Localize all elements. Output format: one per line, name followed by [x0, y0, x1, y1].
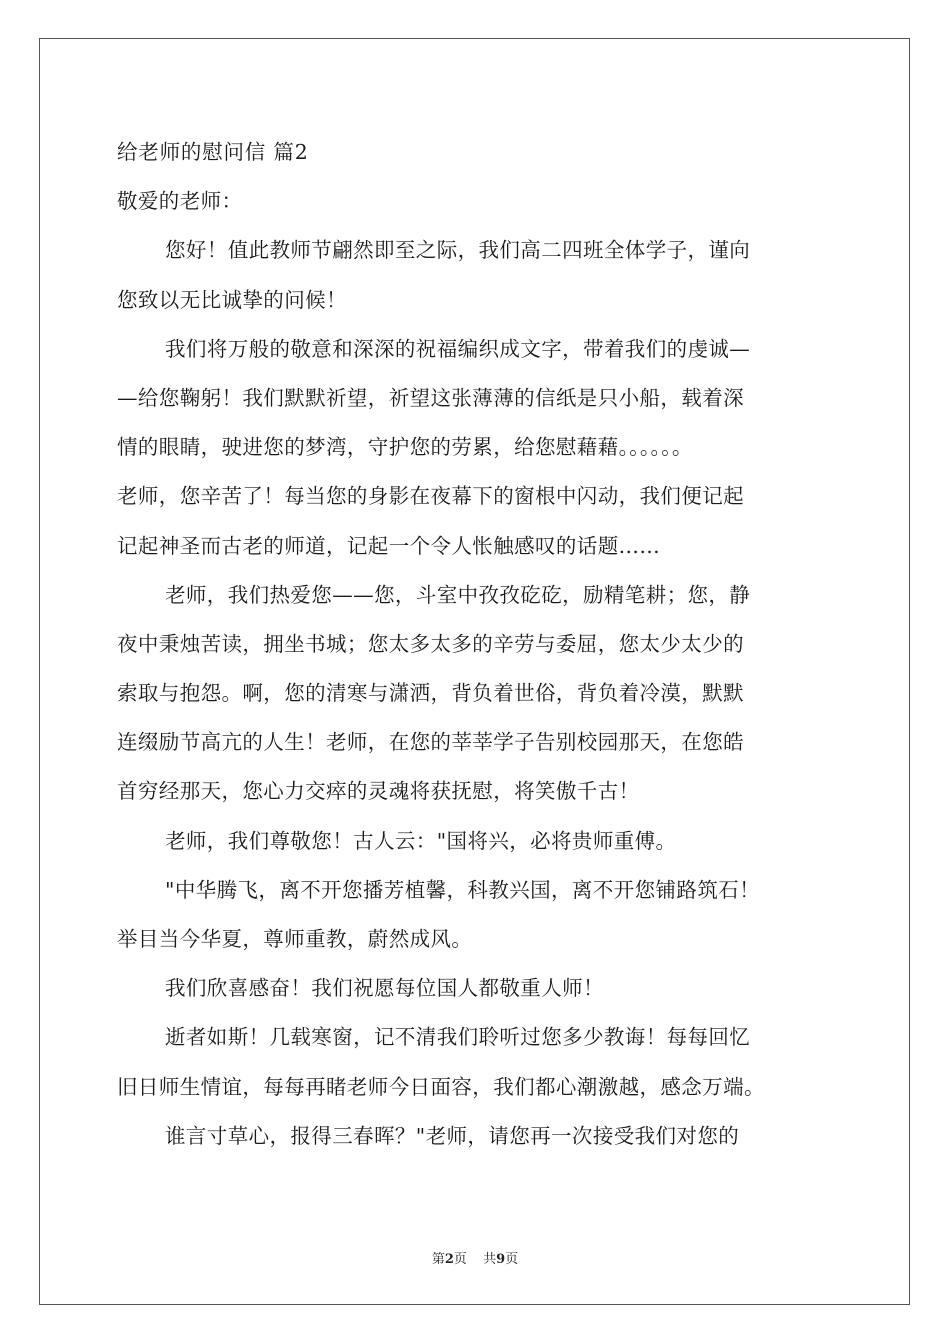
- paragraph-lines: [117, 177, 837, 1161]
- total-pages-indicator: 共9页: [483, 1252, 519, 1267]
- text-line: 老师，我们热爱您——您，斗室中孜孜矻矻，励精笔耕；您，静: [165, 582, 751, 607]
- text-line: 我们欣喜感奋！我们祝愿每位国人都敬重人师！: [165, 976, 604, 1001]
- text-line: 索取与抱怨。啊，您的清寒与潇洒，背负着世俗，背负着冷漠，默默: [117, 681, 744, 706]
- text-line: —给您鞠躬！我们默默祈望，祈望这张薄薄的信纸是只小船，载着深: [117, 385, 744, 410]
- page-footer: [0, 1248, 950, 1267]
- text-line: 情的眼睛，驶进您的梦湾，守护您的劳累，给您慰藉藉。。。。。。: [117, 435, 693, 460]
- text-line: 逝者如斯！几载寒窗，记不清我们聆听过您多少教诲！每每回忆: [165, 1025, 751, 1050]
- text-line: 您致以无比诚挚的问候！: [117, 287, 347, 312]
- document-title: 给老师的慰问信 篇2: [117, 140, 309, 164]
- text-line: 老师，您辛苦了！每当您的身影在夜幕下的窗根中闪动，我们便记起: [117, 484, 744, 509]
- text-line: 首穷经那天，您心力交瘁的灵魂将获抚慰，将笑傲千古！: [117, 779, 640, 804]
- text-line: 敬爱的老师：: [117, 189, 243, 214]
- text-line: 谁言寸草心，报得三春晖？"老师，请您再一次接受我们对您的: [165, 1123, 740, 1148]
- text-line: 老师，我们尊敬您！古人云："国将兴，必将贵师重傅。: [165, 828, 677, 853]
- text-line: "中华腾飞，离不开您播芳植馨，科教兴国，离不开您铺路筑石！: [165, 877, 761, 902]
- text-line: 您好！值此教师节翩然即至之际，我们高二四班全体学子，谨向: [165, 238, 751, 263]
- text-line: 旧日师生情谊，每每再睹老师今日面容，我们都心潮激越，感念万端。: [117, 1074, 765, 1099]
- text-line: 我们将万般的敬意和深深的祝福编织成文字，带着我们的虔诚—: [165, 336, 751, 361]
- text-line: 记起神圣而古老的师道，记起一个令人怅触感叹的话题......: [117, 533, 661, 558]
- text-line: 夜中秉烛苦读，拥坐书城；您太多太多的辛劳与委屈，您太少太少的: [117, 631, 744, 656]
- text-line: 连缀励节高亢的人生！老师，在您的莘莘学子告别校园那天，在您皓: [117, 730, 744, 755]
- letter-body: [117, 128, 837, 1161]
- text-line: 举目当今华夏，尊师重教，蔚然成风。: [117, 927, 473, 951]
- current-page-indicator: 第2页: [431, 1252, 467, 1267]
